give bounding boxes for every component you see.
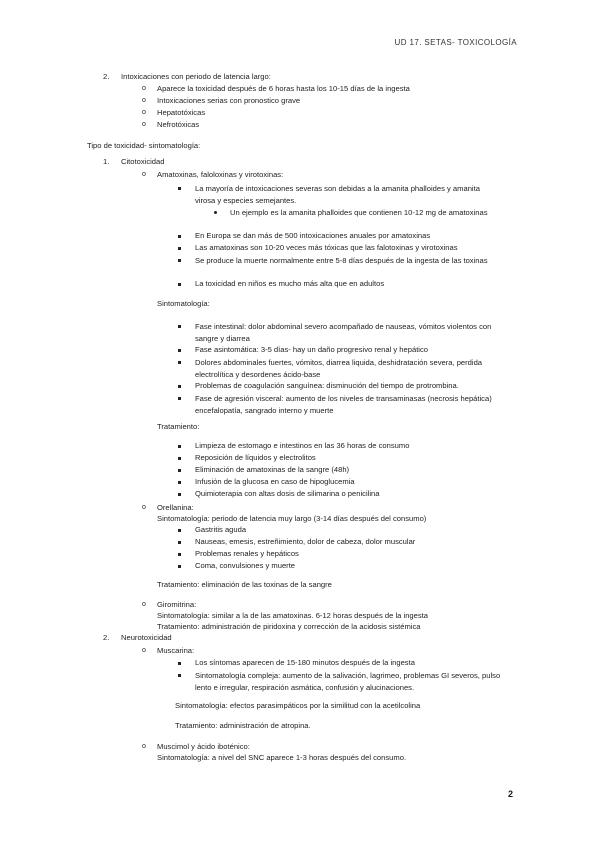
circle-bullet-icon: o: [142, 121, 146, 128]
list-item: Limpieza de estomago e intestinos en las 36 horas de consumo: [195, 441, 410, 450]
list-item: Quimioterapia con altas dosis de silimarina o penicilina: [195, 489, 380, 498]
list-item: Muscarina:: [157, 646, 195, 655]
list-item: Hepatotóxicas: [157, 108, 206, 117]
list-number: 2.: [103, 72, 110, 81]
square-bullet-icon: [178, 397, 181, 400]
section-heading: Tipo de toxicidad- sintomatología:: [87, 141, 201, 150]
circle-bullet-icon: o: [142, 171, 146, 178]
list-number: 1.: [103, 157, 110, 166]
list-item: Problemas renales y hepáticos: [195, 549, 299, 558]
list-item: Nefrotóxicas: [157, 120, 200, 129]
list-item: Nauseas, emesis, estreñimiento, dolor de cabeza, dolor muscular: [195, 537, 416, 546]
square-bullet-icon: [178, 674, 181, 677]
list-item: Intoxicaciones serias con pronostico grave: [157, 96, 301, 105]
circle-bullet-icon: o: [142, 601, 146, 608]
circle-bullet-icon: o: [142, 109, 146, 116]
list-item: Sintomatología: similar a la de las amatoxinas. 6-12 horas después de la ingesta: [157, 611, 428, 620]
square-bullet-icon: [178, 325, 181, 328]
square-bullet-icon: [178, 283, 181, 286]
list-item: Las amatoxinas son 10-20 veces más tóxicas que las falotoxinas y virotoxinas: [195, 243, 458, 252]
list-item: Tratamiento: administración de piridoxina y corrección de la acidosis sistémica: [157, 622, 421, 631]
square-bullet-icon: [178, 541, 181, 544]
square-bullet-icon: [178, 481, 181, 484]
circle-bullet-icon: o: [142, 85, 146, 92]
list-item: Fase intestinal: dolor abdominal severo acompañado de nauseas, vómitos violentos con sangre y diarrea: [195, 322, 492, 343]
list-item: Giromitrina:: [157, 600, 197, 609]
list-item: Amatoxinas, faloloxinas y virotoxinas:: [157, 170, 284, 179]
square-bullet-icon: [178, 349, 181, 352]
list-item: Neurotoxicidad: [121, 633, 172, 642]
square-bullet-icon: [178, 361, 181, 364]
list-item: Coma, convulsiones y muerte: [195, 561, 296, 570]
square-bullet-icon: [178, 469, 181, 472]
square-bullet-icon: [178, 457, 181, 460]
square-bullet-icon: [178, 187, 181, 190]
list-item: Aparece la toxicidad después de 6 horas hasta los 10-15 días de la ingesta: [157, 84, 410, 93]
list-item: Sintomatología: efectos parasimpáticos por la similitud con la acetilcolina: [175, 701, 421, 710]
list-number: 2.: [103, 633, 110, 642]
list-item: Sintomatología: a nivel del SNC aparece 1-3 horas después del consumo.: [157, 753, 407, 762]
list-item: Intoxicaciones con periodo de latencia largo:: [121, 72, 271, 81]
subheading: Sintomatología:: [157, 299, 210, 308]
square-bullet-icon: [178, 259, 181, 262]
list-item: En Europa se dan más de 500 intoxicaciones anuales por amatoxinas: [195, 231, 431, 240]
list-item: Muscimol y ácido iboténico:: [157, 742, 250, 751]
square-bullet-icon: [178, 529, 181, 532]
list-item: Citotoxicidad: [121, 157, 165, 166]
list-item: Tratamiento: administración de atropina.: [175, 721, 311, 730]
list-item: La mayoría de intoxicaciones severas son debidas a la amanita phalloides y amanita virosa y especies semejantes.: [195, 184, 480, 205]
list-item: Fase de agresión visceral: aumento de los niveles de transaminasas (necrosis hepática) encefalopatía, sangrado interno y muerte: [195, 394, 492, 415]
circle-bullet-icon: o: [142, 647, 146, 654]
circle-bullet-icon: o: [142, 504, 146, 511]
list-item: Gastritis aguda: [195, 525, 247, 534]
square-bullet-icon: [178, 247, 181, 250]
square-bullet-icon: [178, 385, 181, 388]
square-bullet-icon: [178, 445, 181, 448]
list-item: La toxicidad en niños es mucho más alta que en adultos: [195, 279, 385, 288]
dot-bullet-icon: [214, 211, 217, 214]
list-item: Sintomatología compleja: aumento de la salivación, lagrimeo, problemas GI severos, pulso lento e irregular, respiración asmática, confusión y alucinaciones.: [195, 671, 501, 692]
list-item: Un ejemplo es la amanita phalloides que contienen 10-12 mg de amatoxinas: [230, 208, 488, 217]
square-bullet-icon: [178, 662, 181, 665]
list-item: Los síntomas aparecen de 15-180 minutos después de la ingesta: [195, 658, 415, 667]
list-item: Fase asintomática: 3-5 días- hay un daño progresivo renal y hepático: [195, 345, 429, 354]
list-item: Sintomatología: periodo de latencia muy largo (3-14 días después del consumo): [157, 514, 427, 523]
list-item: Dolores abdominales fuertes, vómitos, diarrea liquida, deshidratación severa, perdida electrolítica y desordenes ácido-base: [195, 358, 483, 379]
circle-bullet-icon: o: [142, 743, 146, 750]
list-item: Reposición de líquidos y electrolitos: [195, 453, 316, 462]
square-bullet-icon: [178, 493, 181, 496]
list-item: Se produce la muerte normalmente entre 5-8 días después de la ingesta de las toxinas: [195, 256, 488, 265]
square-bullet-icon: [178, 553, 181, 556]
list-item: Tratamiento: eliminación de las toxinas de la sangre: [157, 580, 332, 589]
page-number: 2: [508, 789, 514, 799]
list-item: Problemas de coagulación sanguínea: disminución del tiempo de protrombina.: [195, 381, 459, 390]
subheading: Tratamiento:: [157, 422, 200, 431]
list-item: Eliminación de amatoxinas de la sangre (48h): [195, 465, 350, 474]
circle-bullet-icon: o: [142, 97, 146, 104]
square-bullet-icon: [178, 565, 181, 568]
list-item: Infusión de la glucosa en caso de hipoglucemia: [195, 477, 355, 486]
square-bullet-icon: [178, 235, 181, 238]
list-item: Orellanina:: [157, 503, 194, 512]
page-header: UD 17. SETAS- TOXICOLOGÍA: [394, 38, 517, 47]
